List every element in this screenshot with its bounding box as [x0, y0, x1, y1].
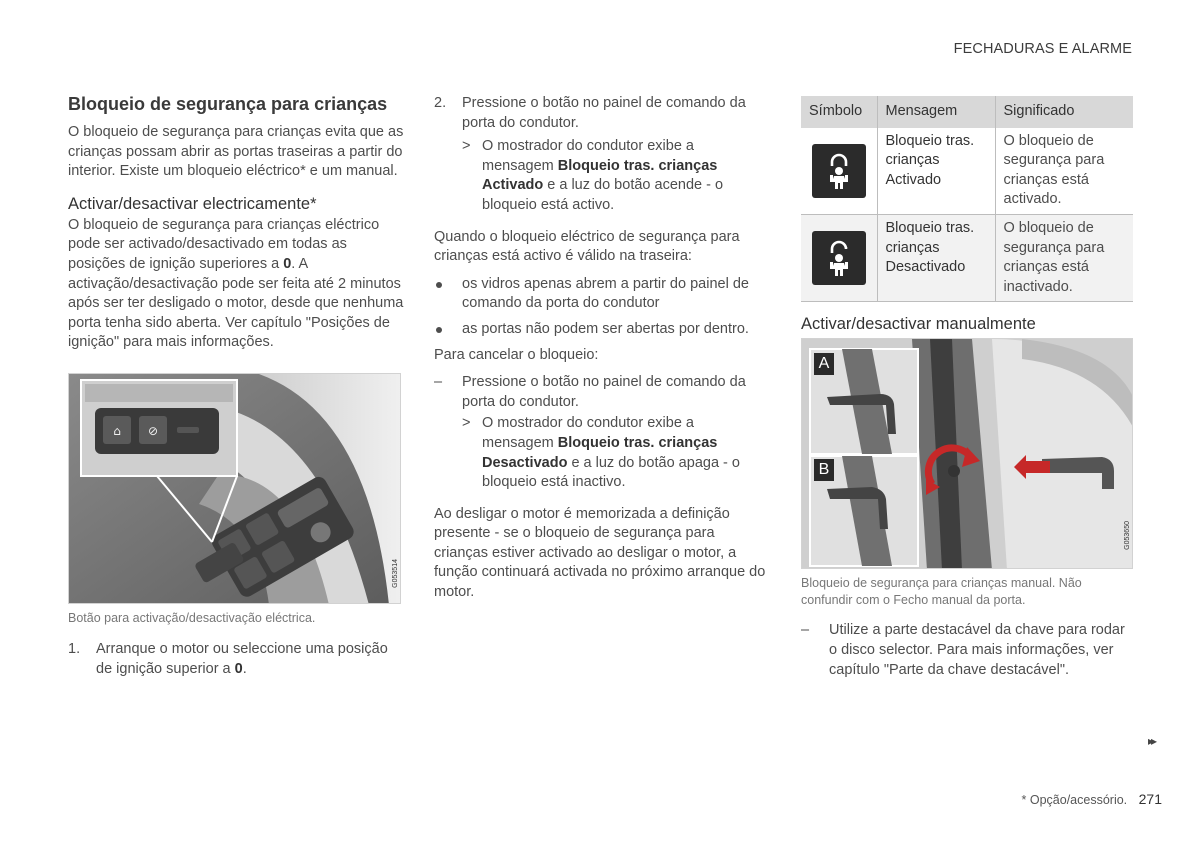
column-middle [434, 94, 766, 615]
electric-subheading: Activar/desactivar electricamente* [68, 194, 317, 213]
header-meaning: Significado [995, 96, 1133, 128]
column-left [68, 94, 404, 685]
page-title: Bloqueio de segurança para crianças [68, 94, 388, 114]
table-row [801, 128, 1133, 215]
bullet-item: os vidros apenas abrem a partir do painel de comando da porta do condutor [434, 275, 766, 314]
child-lock-icon [812, 144, 866, 198]
symbol-cell [801, 128, 877, 215]
meaning-cell: O bloqueio de segurança para crianças está inactivado. [995, 214, 1133, 301]
header-message: Mensagem [877, 96, 995, 128]
manual-lock-figure [801, 338, 1133, 569]
page-footer [1022, 791, 1162, 807]
label-b: B [814, 459, 834, 481]
door-panel-figure [68, 373, 401, 604]
column-right [801, 96, 1134, 682]
svg-text:⌂: ⌂ [113, 423, 121, 438]
table-row [801, 214, 1133, 301]
message-cell: Bloqueio tras. crianças Desactivado [877, 214, 995, 301]
active-intro: Quando o bloqueio eléctrico de segurança para crianças está activo é válido na traseira: [434, 228, 740, 265]
cancel-step: – Pressione o botão no painel de comando da porta do condutor. [434, 374, 746, 410]
message-cell: Bloqueio tras. crianças Activado [877, 128, 995, 215]
page-number: 271 [1138, 791, 1162, 807]
intro-paragraph: O bloqueio de segurança para crianças evita que as crianças possam abrir as portas traseiras a partir do interior. Existe um bloqueio eléctrico* e um manual. [68, 124, 404, 180]
figure-caption: Botão para activação/desactivação eléctrica. [68, 610, 316, 625]
figure-caption: Bloqueio de segurança para crianças manual. Não confundir com o Fecho manual da porta. [801, 576, 1082, 608]
meaning-cell: O bloqueio de segurança para crianças está activado. [995, 128, 1133, 215]
label-a: A [814, 353, 834, 375]
manual-step: – Utilize a parte destacável da chave para rodar o disco selector. Para mais informações, ver capítulo "Parte da chave destacável". [801, 622, 1125, 678]
footnote: * Opção/acessório. [1021, 793, 1128, 807]
header-symbol: Símbolo [801, 96, 877, 128]
step-1: 1. Arranque o motor ou seleccione uma posição de ignição superior a 0. [68, 640, 388, 677]
svg-text:⊘: ⊘ [147, 423, 159, 438]
manual-lock-illustration [802, 339, 1133, 569]
cancel-intro: Para cancelar o bloqueio: [434, 346, 599, 363]
result-deactivated: > O mostrador do condutor exibe a mensagem Bloqueio tras. crianças Desactivado e a luz do botão apaga - o bloqueio está inactivo. [462, 415, 740, 491]
figure-code: G053514 [392, 558, 399, 588]
manual-subheading: Activar/desactivar manualmente [801, 315, 1036, 334]
result-activated: > O mostrador do condutor exibe a mensagem Bloqueio tras. crianças Activado e a luz do botão acende - o bloqueio está activo. [462, 138, 724, 213]
memory-paragraph: Ao desligar o motor é memorizada a definição presente - se o bloqueio de segurança para crianças estiver activado ao desligar o motor, a função continuará activada no próximo arranque do motor. [434, 505, 766, 601]
child-unlock-icon [812, 231, 866, 285]
electric-paragraph: O bloqueio de segurança para crianças eléctrico pode ser activado/desactivado em todas as posições de ignição superiores a 0. A activação/desactivação pode ser feita até 2 minutos após ser ter desligado o motor, desde que nenhuma porta tenha sido aberta. Ver capítulo "Posições de ignição" para mais informações. [68, 216, 404, 351]
continue-arrow-icon: ▸▸ [1148, 734, 1155, 748]
figure-code: G053650 [1124, 521, 1131, 551]
door-panel-illustration [69, 374, 401, 604]
symbol-table [801, 96, 1133, 302]
section-header: FECHADURAS E ALARME [953, 41, 1132, 57]
bullet-item: as portas não podem ser abertas por dentro. [434, 320, 766, 340]
step-2: 2. Pressione o botão no painel de comando da porta do condutor. [434, 95, 746, 131]
symbol-cell [801, 214, 877, 301]
